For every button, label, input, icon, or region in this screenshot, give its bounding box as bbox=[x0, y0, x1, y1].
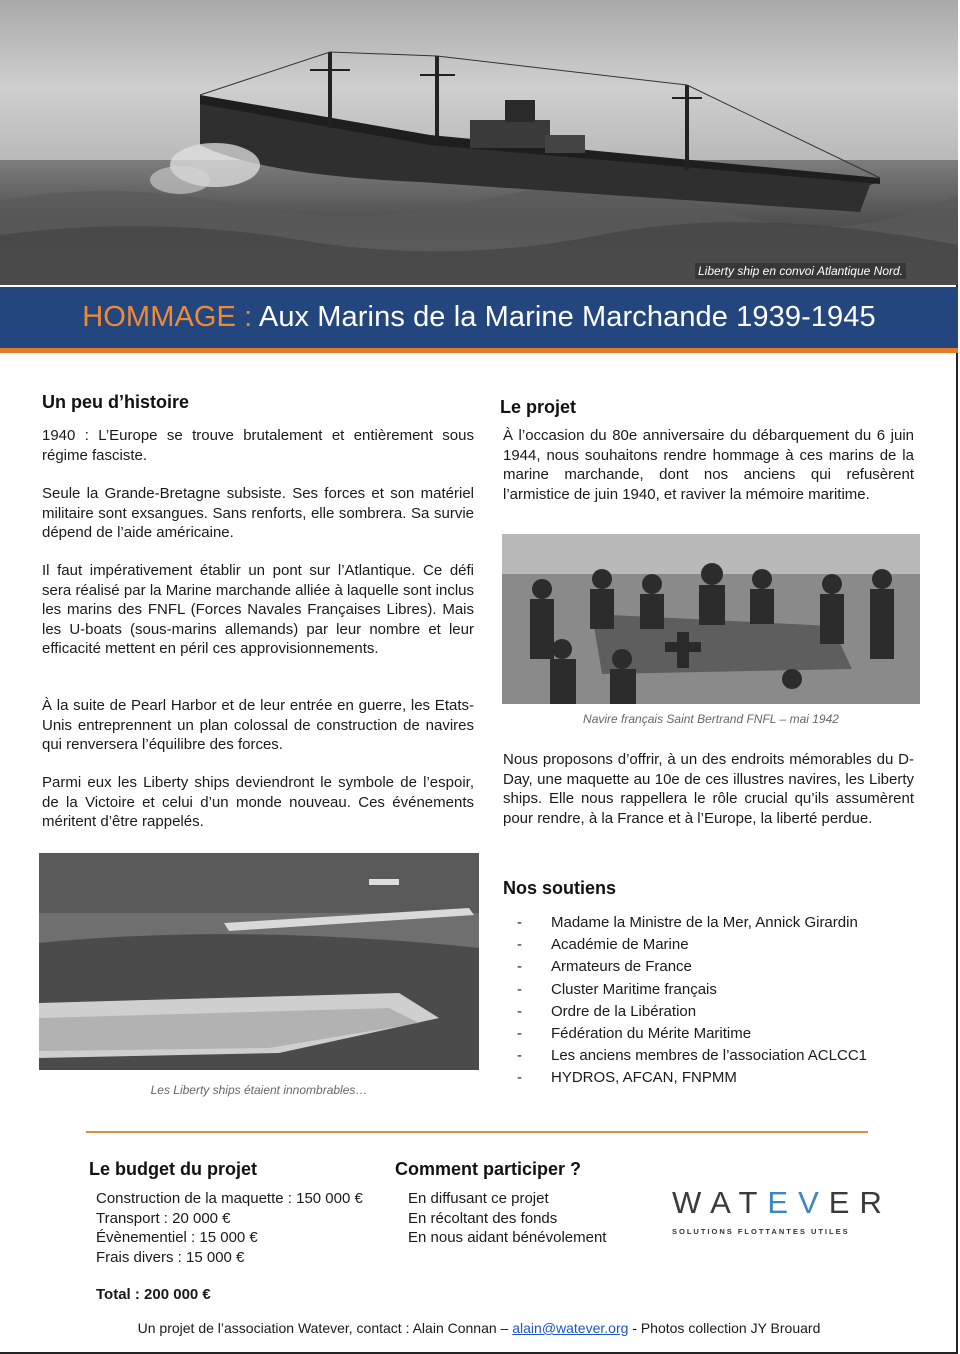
participate-line: En nous aidant bénévolement bbox=[408, 1229, 607, 1247]
footer-text: Un projet de l’association Watever, contact : Alain Connan – bbox=[137, 1320, 513, 1336]
liberty-ship-illustration bbox=[0, 0, 958, 285]
project-proposal: Nous proposons d’offrir, à un des endroits mémorables du D-Day, une maquette au 10e de ces illustres navires, les Liberty ships. Elle nous rappellera le rôle crucial qu’ils assumèrent pour rendre, à la France et à l’Europe, la liberté perdue. bbox=[503, 751, 914, 827]
history-paragraph: À la suite de Pearl Harbor et de leur entrée en guerre, les Etats-Unis entreprennent un plan colossal de construction de navires qui renversera l’équilibre des forces. bbox=[42, 697, 474, 753]
history-heading: Un peu d’histoire bbox=[42, 392, 190, 412]
support-item: - Académie de Marine bbox=[503, 934, 914, 956]
contact-email-link[interactable]: alain@watever.org bbox=[512, 1320, 629, 1336]
crew-photo-caption: Navire français Saint Bertrand FNFL – mai 1942 bbox=[583, 712, 839, 726]
logo-part: WAT bbox=[672, 1185, 768, 1220]
budget-total: Total : 200 000 € bbox=[96, 1286, 211, 1303]
page-title bbox=[82, 301, 876, 334]
hero-caption: Liberty ship en convoi Atlantique Nord. bbox=[695, 263, 906, 279]
support-item: - HYDROS, AFCAN, FNPMM bbox=[503, 1067, 914, 1089]
fleet-photo-illustration bbox=[39, 853, 479, 1070]
support-item: - Les anciens membres de l’association ACLCC1 bbox=[503, 1045, 914, 1067]
supports-heading: Nos soutiens bbox=[503, 878, 617, 898]
budget-line: Frais divers : 15 000 € bbox=[96, 1248, 245, 1266]
crew-photo-illustration bbox=[502, 534, 920, 704]
budget-line: Construction de la maquette : 150 000 € bbox=[96, 1190, 363, 1207]
footer-photo-credit: - Photos collection JY Brouard bbox=[628, 1320, 821, 1336]
history-paragraph: Seule la Grande-Bretagne subsiste. Ses forces et son matériel militaire sont exsangues. Sans renforts, elle sombrera. Sa survie dépend de l’aide américaine. bbox=[42, 485, 474, 541]
title-banner bbox=[0, 287, 958, 353]
budget-lines bbox=[96, 1189, 363, 1267]
participate-heading: Comment participer ? bbox=[395, 1159, 582, 1179]
logo-part-accent: E bbox=[767, 1185, 799, 1220]
support-item: - Ordre de la Libération bbox=[503, 1001, 914, 1023]
section-divider bbox=[86, 1131, 868, 1133]
photo-saint-bertrand-crew bbox=[502, 534, 920, 704]
participate-line: En récoltant des fonds bbox=[408, 1209, 558, 1227]
logo-tagline: SOLUTIONS FLOTTANTES UTILES bbox=[672, 1227, 850, 1236]
support-item: - Cluster Maritime français bbox=[503, 979, 914, 1001]
supports-list bbox=[503, 912, 914, 1090]
budget-line: Transport : 20 000 € bbox=[96, 1209, 231, 1227]
hero-photo-liberty-ship bbox=[0, 0, 958, 285]
budget-line: Évènementiel : 15 000 € bbox=[96, 1229, 258, 1247]
support-item: - Madame la Ministre de la Mer, Annick Girardin bbox=[503, 912, 914, 934]
history-paragraph: Parmi eux les Liberty ships deviendront le symbole de l’espoir, de la Victoire et celui d’un monde nouveau. Ces événements méritent d’être rappelés. bbox=[42, 774, 474, 830]
fleet-photo-caption: Les Liberty ships étaient innombrables… bbox=[150, 1083, 368, 1097]
title-accent: HOMMAGE : bbox=[82, 301, 253, 333]
history-paragraph: 1940 : L’Europe se trouve brutalement et entièrement sous régime fasciste. bbox=[42, 427, 474, 464]
project-intro: À l’occasion du 80e anniversaire du débarquement du 6 juin 1944, nous souhaitons rendre hommage à ces marins de la marine marchande, dont nos anciens qui refusèrent l’armistice de juin 1940, et raviver la mémoire maritime. bbox=[503, 427, 914, 503]
project-heading: Le projet bbox=[500, 397, 577, 417]
logo-part: ER bbox=[828, 1185, 892, 1220]
support-item: - Fédération du Mérite Maritime bbox=[503, 1023, 914, 1045]
history-paragraph: Il faut impérativement établir un pont sur l’Atlantique. Ce défi sera réalisé par la Marine marchande alliée à laquelle sont inclus les marins des FNFL (Forces Navales Françaises Libres). Mais les U-boats (sous-marins allemands) par leur nombre et leur efficacité mettent en péril ces approvisionnements. bbox=[42, 562, 474, 657]
title-text: Aux Marins de la Marine Marchande 1939-1945 bbox=[258, 301, 876, 333]
support-item: - Armateurs de France bbox=[503, 956, 914, 978]
participate-line: En diffusant ce projet bbox=[408, 1190, 549, 1207]
logo-part-accent: V bbox=[798, 1185, 829, 1220]
footer-credits bbox=[0, 1320, 958, 1336]
budget-heading: Le budget du projet bbox=[89, 1159, 257, 1179]
photo-liberty-ships-fleet bbox=[39, 853, 479, 1070]
watever-logo bbox=[672, 1185, 892, 1249]
participate-lines bbox=[408, 1189, 606, 1248]
logo-wordmark bbox=[672, 1185, 892, 1221]
